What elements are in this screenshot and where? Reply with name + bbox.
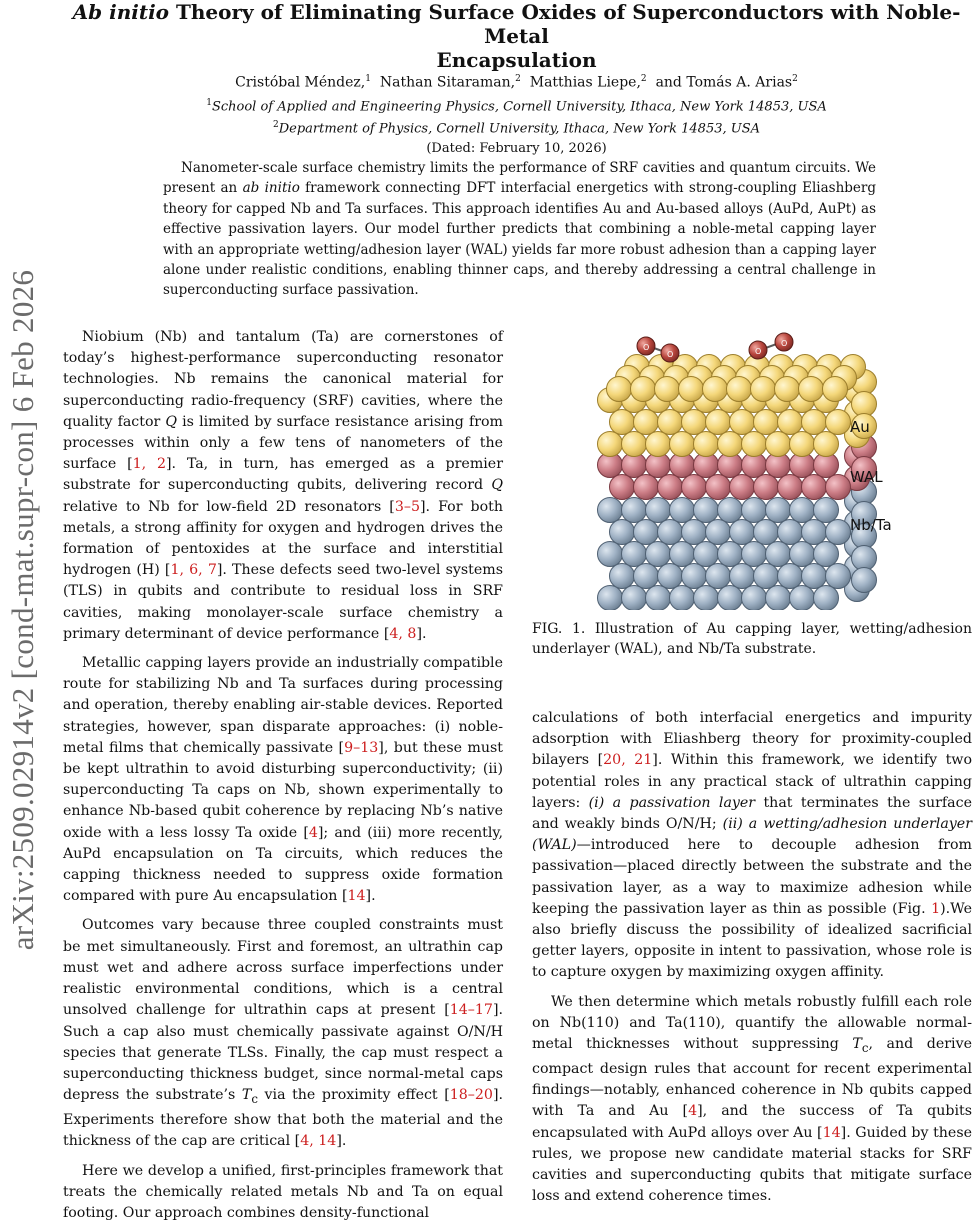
- front-atom: [634, 520, 659, 545]
- citation-link[interactable]: 4: [308, 824, 318, 841]
- front-atom: [730, 410, 755, 435]
- front-atom: [718, 586, 743, 611]
- top-atom: [631, 377, 656, 402]
- front-atom: [802, 520, 827, 545]
- front-atom: [658, 475, 683, 500]
- citation-link[interactable]: 14–17: [449, 1002, 493, 1019]
- figure-caption-text: Illustration of Au capping layer, wetting/adhesion underlayer (WAL), and Nb/Ta substrate.: [532, 621, 972, 657]
- top-atom: [679, 377, 704, 402]
- front-atom: [766, 498, 791, 523]
- front-atom: [742, 432, 767, 457]
- title-italic: Ab initio: [72, 0, 170, 24]
- front-atom: [826, 564, 851, 589]
- side-atom: [852, 392, 877, 417]
- figure-reference-link[interactable]: 1: [931, 900, 941, 917]
- top-atom: [799, 377, 824, 402]
- paper-title: [60, 0, 973, 72]
- front-atom: [742, 542, 767, 567]
- front-atom: [778, 475, 803, 500]
- paragraph-roles: calculations of both interfacial energetics and impurity adsorption with Eliashberg theory for proximity-coupled bilayers [20, 21]. Within this framework, we identify two potential roles in any practical stack of ultrathin capping layers: (i) a passivation layer that terminates the surface and weakly binds O/N/H; (ii) a wetting/adhesion underlayer (WAL)—introduced here to decouple adhesion from passivation—placed directly between the substrate and the passivation layer, as a way to maximize adhesion while keeping the passivation layer as thin as possible (Fig. 1).We also briefly discuss the possibility of idealized sacrificial getter layers, opposite in intent to passivation, whose role is to capture oxygen by maximizing oxygen affinity.: [532, 710, 972, 981]
- top-atom: [823, 377, 848, 402]
- front-atom: [706, 410, 731, 435]
- left-column: [63, 327, 503, 1232]
- citation-link[interactable]: 14: [347, 888, 366, 905]
- svg-text:O: O: [755, 347, 762, 356]
- front-atom: [802, 410, 827, 435]
- arxiv-sidebar: [0, 0, 46, 1200]
- front-atom: [610, 410, 635, 435]
- paragraph-capping: Metallic capping layers provide an industrially compatible route for stabilizing Nb and Ta surfaces during processing and operation, thereby enabling air-stable devices. Reported strategies, however, span disparate approaches: (i) noble-metal films that chemically passivate [9–13], but these must be kept ultrathin to avoid disturbing superconductivity; (ii) superconducting Ta caps on Nb, shown experimentally to enhance Nb-based qubit coherence by replacing Nb’s native oxide with a less lossy Ta oxide [4]; and (iii) more recently, AuPd encapsulation on Ta circuits, which reduces the capping thickness needed to suppress oxide formation compared with pure Au encapsulation [14].: [63, 655, 503, 905]
- front-atom: [598, 498, 623, 523]
- front-atom: [694, 432, 719, 457]
- top-atom: [655, 377, 680, 402]
- paragraph-design-rules: We then determine which metals robustly fulfill each role on Nb(110) and Ta(110), quantify the allowable normal-metal thicknesses without suppressing $T_c$, and derive compact design rules that account for recent experimental findings—notably, enhanced coherence in Nb qubits capped with Ta and Au [4], and the success of Ta qubits encapsulated with AuPd alloys over Au [14]. Guided by these rules, we propose new candidate material stacks for SRF cavities and superconducting qubits that mitigate surface loss and extend coherence times.: [532, 993, 973, 1205]
- front-atom: [634, 564, 659, 589]
- front-atom: [826, 475, 851, 500]
- front-atom: [598, 586, 623, 611]
- front-atom: [742, 498, 767, 523]
- front-atom: [646, 542, 671, 567]
- svg-text:O: O: [643, 343, 650, 352]
- front-atom: [718, 542, 743, 567]
- affiliation-1: School of Applied and Engineering Physics, Cornell University, Ithaca, New York 14853, USA: [211, 99, 827, 115]
- citation-link[interactable]: 9–13: [344, 739, 379, 756]
- front-atom: [646, 586, 671, 611]
- front-atom: [622, 542, 647, 567]
- front-atom: [814, 498, 839, 523]
- label-wal: WAL: [850, 468, 883, 486]
- top-atom: [727, 377, 752, 402]
- front-atom: [790, 498, 815, 523]
- citation-link[interactable]: 1, 6, 7: [170, 562, 217, 579]
- front-atom: [658, 520, 683, 545]
- author-4-aff: 2: [792, 74, 798, 84]
- citation-link[interactable]: 20, 21: [603, 752, 653, 769]
- figure-caption: [532, 619, 972, 659]
- svg-text:O: O: [667, 350, 674, 359]
- front-atom: [634, 475, 659, 500]
- front-atom: [646, 432, 671, 457]
- author-1: Cristóbal Méndez,: [235, 74, 366, 91]
- figure-label: FIG. 1.: [532, 621, 586, 637]
- oxygen-molecule-2: [749, 333, 793, 359]
- front-atom: [766, 586, 791, 611]
- front-atom: [778, 520, 803, 545]
- front-atom: [682, 564, 707, 589]
- front-atom: [670, 432, 695, 457]
- title-line1: Theory of Eliminating Surface Oxides of Superconductors with Noble-Metal: [169, 0, 961, 48]
- front-atom: [634, 410, 659, 435]
- front-atom: [658, 564, 683, 589]
- front-atom: [814, 432, 839, 457]
- front-atom: [730, 520, 755, 545]
- front-atom: [766, 432, 791, 457]
- front-atom: [622, 432, 647, 457]
- front-atom: [598, 542, 623, 567]
- label-au: Au: [850, 418, 870, 436]
- front-atom: [610, 564, 635, 589]
- figure-1: [570, 320, 910, 610]
- front-atom: [622, 586, 647, 611]
- author-1-aff: 1: [365, 74, 371, 84]
- front-atom: [670, 498, 695, 523]
- paragraph-intro: Niobium (Nb) and tantalum (Ta) are cornerstones of today’s highest-performance superconducting resonator technologies. Nb remains the canonical material for superconducting radio-frequency (SRF) cavities, where the quality factor Q is limited by surface resistance arising from processes within only a few tens of nanometers of the surface [1, 2]. Ta, in turn, has emerged as a premier substrate for superconducting qubits, delivering record Q relative to Nb for low-field 2D resonators [3–5]. For both metals, a strong affinity for oxygen and hydrogen drives the formation of pentoxides at the surface and interstitial hydrogen (H) [1, 6, 7]. These defects seed two-level systems (TLS) in qubits and contribute to residual loss in SRF cavities, making monolayer-scale surface chemistry a primary determinant of device performance [4, 8].: [63, 329, 504, 642]
- front-atom: [754, 564, 779, 589]
- front-atom: [718, 498, 743, 523]
- affiliations: $^1$School of Applied and Engineering Physics, Cornell University, Ithaca, New York 14853, USA $^2$Department of Physics, Cornell University, Ithaca, New York 14853, USA (Dated: February 10, 2026): [60, 94, 973, 158]
- layer-stack-illustration: [570, 320, 910, 610]
- abstract: Nanometer-scale surface chemistry limits the performance of SRF cavities and quantum circuits. We present an ab initio framework connecting DFT interfacial energetics with strong-coupling Eliashberg theory for capped Nb and Ta surfaces. This approach identifies Au and Au-based alloys (AuPd, AuPt) as effective passivation layers. Our model further predicts that combining a noble-metal capping layer with an appropriate wetting/adhesion layer (WAL) yields far more robust adhesion than a capping layer alone under realistic conditions, enabling thinner caps, and thereby addressing a central challenge in superconducting surface passivation.: [163, 160, 876, 299]
- citation-link[interactable]: 4: [688, 1103, 698, 1120]
- right-column: [532, 708, 972, 1216]
- top-atom: [607, 377, 632, 402]
- front-atom: [694, 542, 719, 567]
- paragraph-constraints: Outcomes vary because three coupled constraints must be met simultaneously. First and foremost, an ultrathin cap must wet and adhere across surface imperfections under realistic environmental conditions, which is a central unsolved challenge for ultrathin caps at present [14–17]. Such a cap also must chemically passivate against O/N/H species that generate TLSs. Finally, the cap must respect a superconducting thickness budget, since normal-metal caps depress the substrate’s $T_c$ via the proximity effect [18–20]. Experiments therefore show that both the material and the thickness of the cap are critical [4, 14].: [63, 917, 503, 1150]
- svg-text:O: O: [781, 339, 788, 348]
- side-atom: [852, 568, 877, 593]
- top-atom: [703, 377, 728, 402]
- side-atom: [852, 546, 877, 571]
- author-3-aff: 2: [640, 74, 647, 84]
- front-atom: [802, 475, 827, 500]
- author-2-aff: 2: [515, 74, 521, 84]
- front-atom: [610, 475, 635, 500]
- author-list: [60, 70, 973, 92]
- front-atom: [598, 432, 623, 457]
- front-atom: [802, 564, 827, 589]
- top-atom: [775, 377, 800, 402]
- front-atom: [778, 564, 803, 589]
- title-line2: Encapsulation: [436, 48, 597, 72]
- front-atom: [682, 475, 707, 500]
- front-atom: [706, 475, 731, 500]
- front-atom: [826, 410, 851, 435]
- front-atom: [766, 542, 791, 567]
- author-2: Nathan Sitaraman,: [379, 74, 516, 91]
- front-atom: [754, 410, 779, 435]
- front-atom: [790, 586, 815, 611]
- front-atom: [790, 542, 815, 567]
- citation-link[interactable]: 18–20: [449, 1087, 493, 1104]
- label-nbta: Nb/Ta: [850, 516, 892, 534]
- author-3: Matthias Liepe,: [529, 74, 641, 91]
- front-atom: [706, 520, 731, 545]
- paragraph-framework: Here we develop a unified, first-principles framework that treats the chemically related metals Nb and Ta on equal footing. Our approach combines density-functional: [63, 1162, 503, 1221]
- author-4: and Tomás A. Arias: [655, 74, 793, 91]
- atom-lattice: [598, 355, 877, 611]
- citation-link[interactable]: 1, 2: [132, 456, 166, 473]
- front-atom: [742, 586, 767, 611]
- arxiv-identifier: arXiv:2509.02914v2 [cond-mat.supr-con] 6 Feb 2026: [5, 269, 40, 951]
- citation-link[interactable]: 3–5: [394, 498, 420, 515]
- front-atom: [790, 432, 815, 457]
- front-atom: [730, 475, 755, 500]
- front-atom: [826, 520, 851, 545]
- citation-link[interactable]: 4, 14: [300, 1133, 337, 1150]
- front-atom: [670, 586, 695, 611]
- front-atom: [814, 542, 839, 567]
- front-atom: [754, 520, 779, 545]
- front-atom: [694, 498, 719, 523]
- top-atom: [751, 377, 776, 402]
- front-atom: [814, 586, 839, 611]
- citation-link[interactable]: 14: [822, 1124, 841, 1141]
- front-atom: [694, 586, 719, 611]
- front-atom: [646, 498, 671, 523]
- front-atom: [622, 498, 647, 523]
- dated-line: (Dated: February 10, 2026): [426, 140, 607, 156]
- front-atom: [718, 432, 743, 457]
- front-atom: [610, 520, 635, 545]
- front-atom: [754, 475, 779, 500]
- citation-link[interactable]: 4, 8: [389, 625, 417, 642]
- front-atom: [658, 410, 683, 435]
- front-atom: [682, 410, 707, 435]
- affiliation-2: Department of Physics, Cornell University, Ithaca, New York 14853, USA: [278, 121, 761, 137]
- front-atom: [730, 564, 755, 589]
- front-atom: [670, 542, 695, 567]
- front-atom: [682, 520, 707, 545]
- front-atom: [706, 564, 731, 589]
- front-atom: [778, 410, 803, 435]
